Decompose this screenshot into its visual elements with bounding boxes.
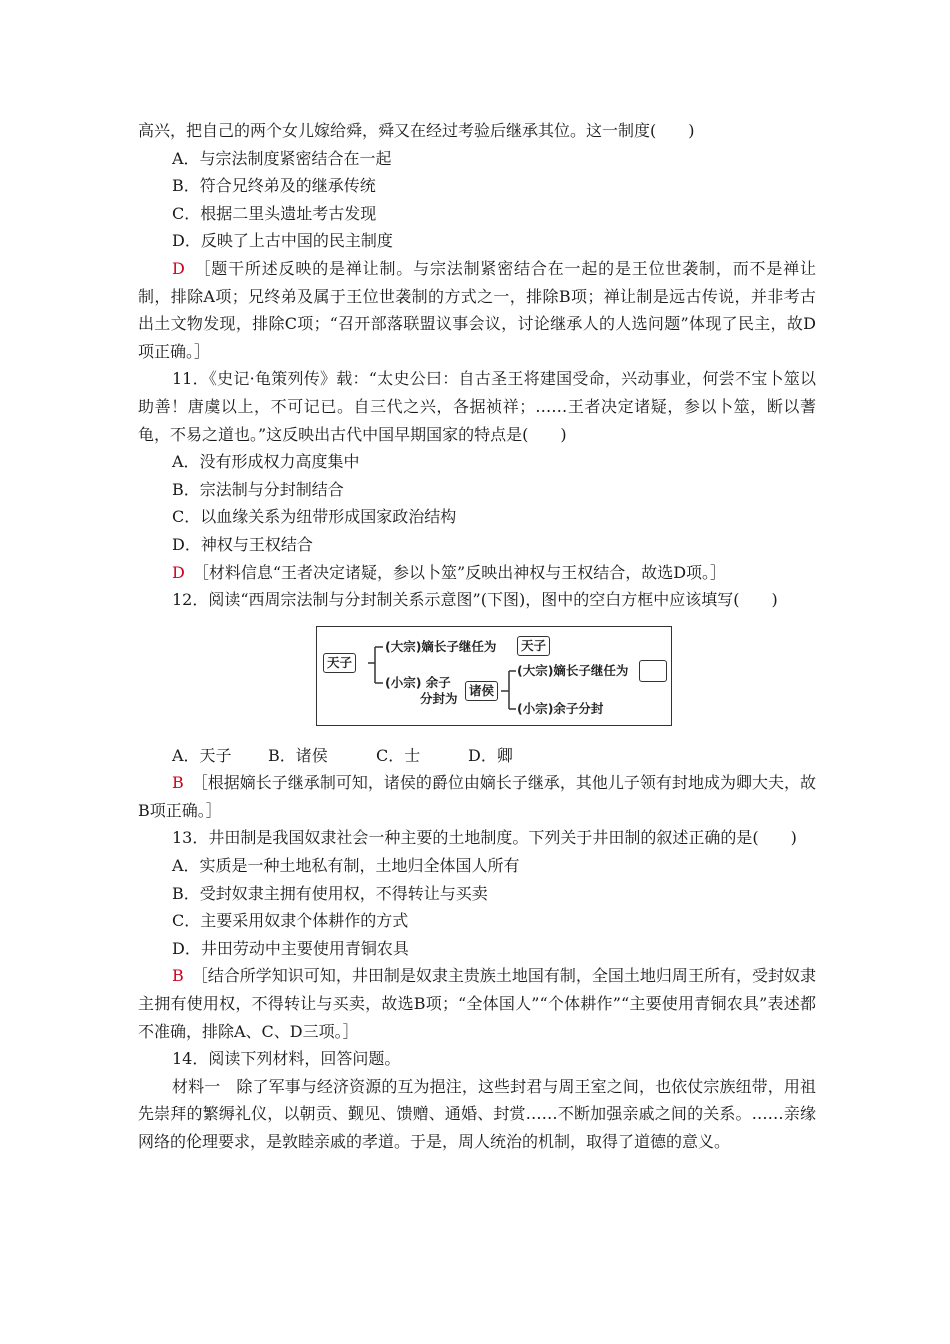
q11-answer: [138, 559, 816, 587]
sub-bracket: [501, 671, 516, 709]
q10-stem: 高兴，把自己的两个女儿嫁给舜，舜又在经过考验后继承其位。这一制度( ): [138, 121, 695, 140]
root-box-tianzi: 天子: [323, 653, 356, 673]
q10-option-d: D．反映了上古中国的民主制度: [172, 231, 393, 251]
q12-option-b: B．诸侯: [268, 745, 328, 765]
q10-answer-letter: D: [172, 258, 185, 278]
q11-answer-text: ［材料信息“王者决定诸疑，参以卜筮”反映出神权与王权结合，故选D项。］: [200, 562, 727, 582]
q10-answer-text: ［题干所述反映的是禅让制。与宗法制紧密结合在一起的是王位世袭制，而不是禅让制，排除A项；兄终弟及属于王位世袭制的方式之一，排除B项；禅让制是远古传说，并非考古出土文物发现，排除C项；“召开部落联盟议事会议，讨论继承人的人选问题”体现了民主，故D项正确。］: [138, 258, 816, 361]
q12-stem: 12．阅读“西周宗法制与分封制关系示意图”(下图)，图中的空白方框中应该填写( ): [172, 590, 778, 610]
q13-answer-letter: B: [172, 966, 184, 986]
q13-answer: [138, 962, 816, 1045]
upper-branch-label: (大宗)嫡长子继任为: [385, 638, 497, 654]
q12-diagram-area: [138, 618, 816, 736]
q11-answer-letter: D: [172, 562, 185, 582]
q13-option-b: B．受封奴隶主拥有使用权，不得转让与买卖: [172, 883, 488, 903]
q12-option-d: D．卿: [468, 745, 513, 765]
q11-option-d: D．神权与王权结合: [172, 534, 313, 554]
upper-box-tianzi: 天子: [517, 636, 550, 656]
q10-answer: [138, 255, 816, 365]
lower-branch-label-1: (小宗) 余子: [385, 674, 451, 690]
q14-stem: 14．阅读下列材料，回答问题。: [172, 1049, 401, 1069]
q10-option-b: B．符合兄终弟及的继承传统: [172, 176, 376, 196]
q13-option-d: D．井田劳动中主要使用青铜农具: [172, 938, 409, 958]
q12-answer-text: ［根据嫡长子继承制可知，诸侯的爵位由嫡长子继承，其他儿子领有封地成为卿大夫，故B项正确。］: [138, 773, 816, 820]
q10-option-a: A．与宗法制度紧密结合在一起: [172, 148, 392, 168]
q12-answer-letter: B: [172, 773, 184, 793]
q13-answer-text: ［结合所学知识可知，井田制是奴隶主贵族土地国有制，全国土地归周王所有，受封奴隶主拥有使用权，不得转让与买卖，故选B项；“全体国人”“个体耕作”“主要使用青铜农具”表述都不准确，排除A、C、D三项。］: [138, 966, 816, 1041]
q11-option-a: A．没有形成权力高度集中: [172, 452, 360, 472]
q12-options-row: [138, 742, 816, 770]
root-bracket: [368, 647, 383, 683]
q13-stem: 13．井田制是我国奴隶社会一种主要的土地制度。下列关于井田制的叙述正确的是( ): [172, 828, 797, 848]
q14-material-1: 材料一 除了军事与经济资源的互为挹注，这些封君与周王室之间，也依仗宗族纽带，用祖先崇拜的繁缛礼仪，以朝贡、觐见、馈赠、通婚、封赏……不断加强亲戚之间的关系。……亲缘网络的伦理要求，是敦睦亲戚的孝道。于是，周人统治的机制，取得了道德的意义。: [138, 1076, 816, 1151]
q12-option-c: C．士: [376, 745, 421, 765]
q11-option-c: C．以血缘关系为纽带形成国家政治结构: [172, 507, 457, 527]
q11-option-b: B．宗法制与分封制结合: [172, 479, 344, 499]
lower-box-zhuhou: 诸侯: [465, 681, 498, 701]
q12-answer: [138, 769, 816, 824]
blank-answer-box: [639, 660, 667, 682]
q10-option-c: C．根据二里头遗址考古发现: [172, 203, 377, 223]
q11-stem: 11．《史记·龟策列传》载：“太史公曰：自古圣王将建国受命，兴动事业，何尝不宝卜筮以助善！唐虞以上，不可记已。自三代之兴，各据祯祥；……王者决定诸疑，参以卜筮，断以蓍龟，不易之道也。”这反映出古代中国早期国家的特点是( ): [138, 369, 816, 444]
sub-lower-label: (小宗)余子分封: [517, 700, 604, 716]
q12-option-a: A．天子: [172, 745, 232, 765]
sub-upper-label: (大宗)嫡长子继任为: [517, 662, 629, 678]
zongfa-fenfeng-diagram: [316, 626, 672, 726]
lower-branch-label-2: 分封为: [420, 690, 458, 706]
q13-option-a: A．实质是一种土地私有制，土地归全体国人所有: [172, 856, 520, 876]
q13-option-c: C．主要采用奴隶个体耕作的方式: [172, 911, 409, 931]
document-page: [138, 117, 816, 1156]
